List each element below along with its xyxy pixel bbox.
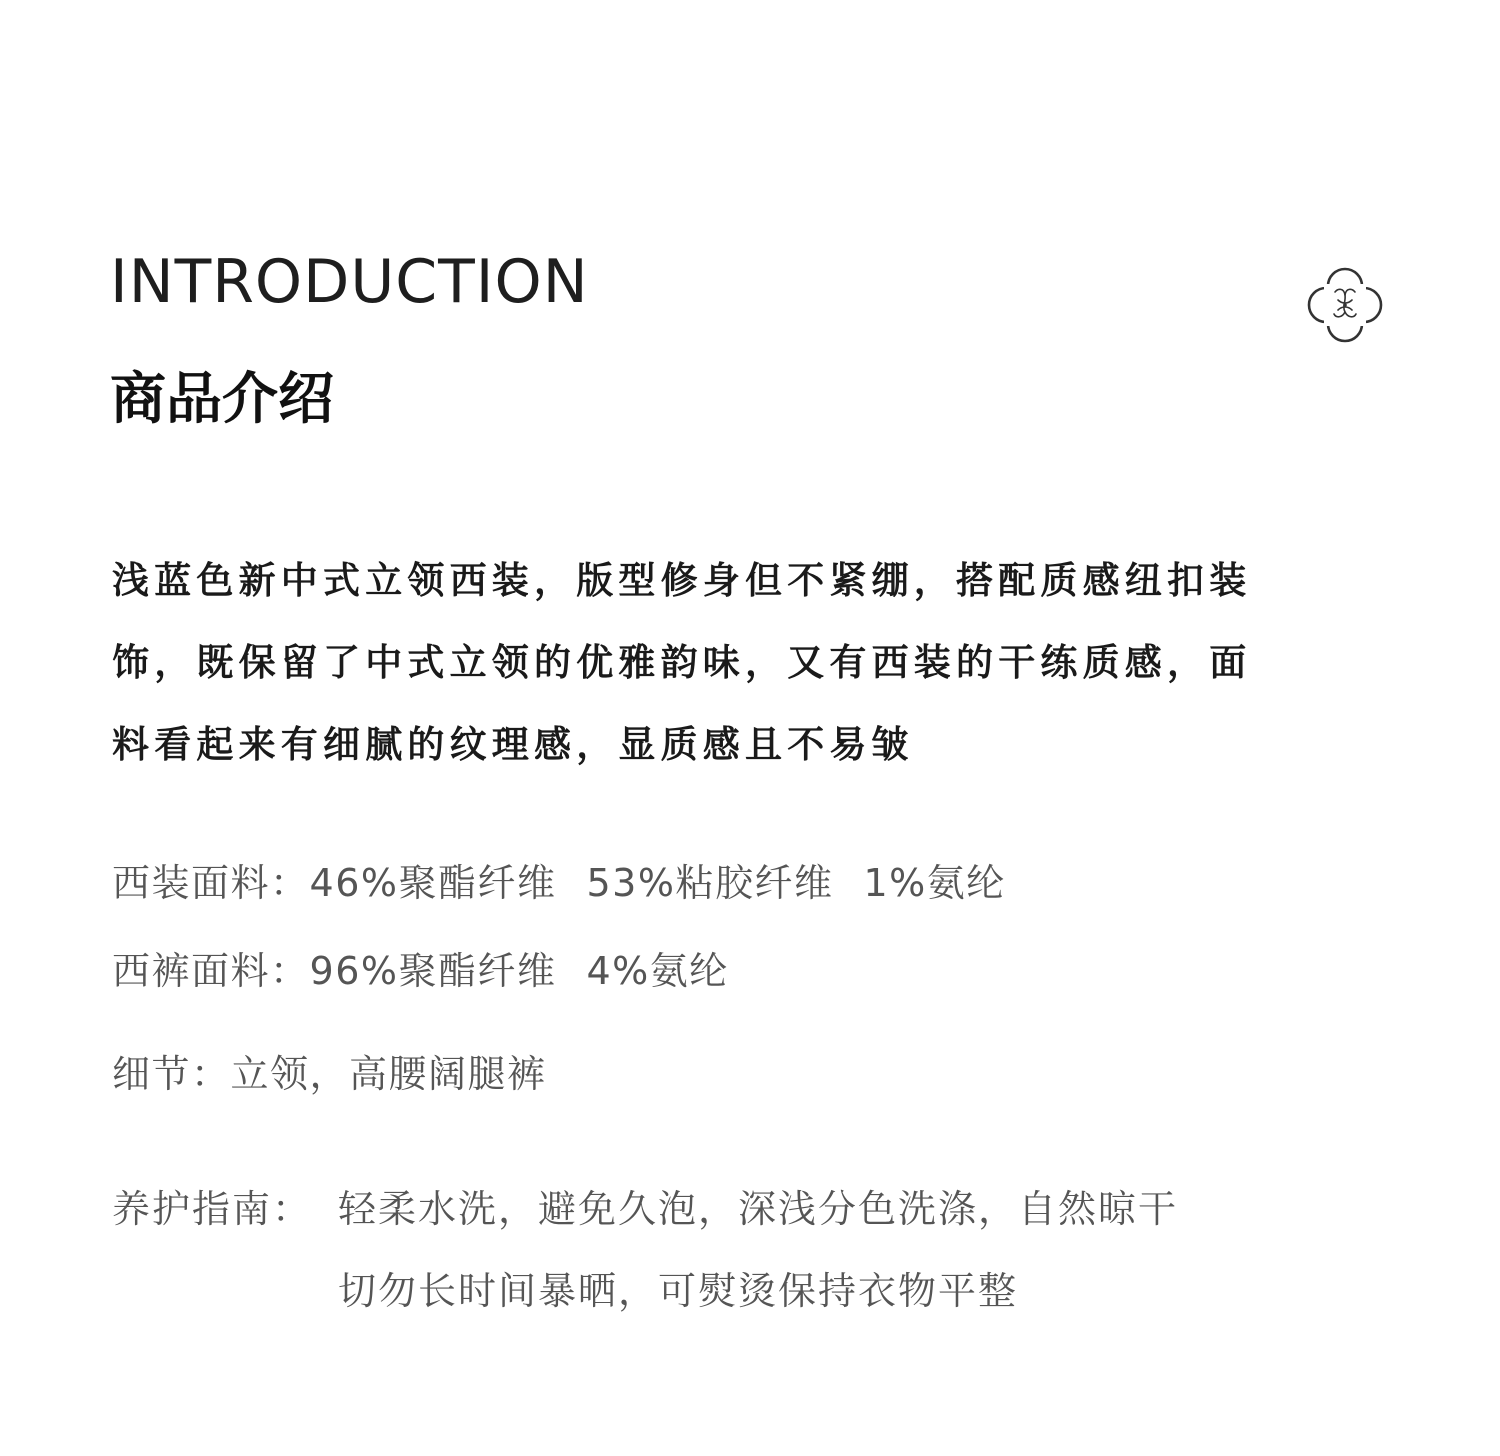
description-line: 饰，既保留了中式立领的优雅韵味，又有西装的干练质感，面 <box>112 641 1252 684</box>
suit-fabric-part: 46%聚酯纤维 <box>309 861 557 905</box>
product-description <box>112 540 1392 786</box>
pants-fabric-label: 西裤面料： <box>112 949 310 993</box>
description-line: 浅蓝色新中式立领西装，版型修身但不紧绷，搭配质感纽扣装 <box>112 559 1252 602</box>
details-spec <box>112 1052 547 1096</box>
page-title-english: INTRODUCTION <box>110 247 589 317</box>
pants-fabric-spec <box>112 949 729 993</box>
care-guide <box>112 1168 1178 1332</box>
care-guide-line: 轻柔水洗，避免久泡，深浅分色洗涤，自然晾干 <box>338 1187 1179 1231</box>
suit-fabric-part: 53%粘胶纤维 <box>586 861 834 905</box>
page-title-chinese: 商品介绍 <box>110 367 334 432</box>
quatrefoil-knot-logo-icon <box>1302 262 1388 348</box>
suit-fabric-part: 1%氨纶 <box>863 861 1006 905</box>
details-label: 细节： <box>112 1052 231 1096</box>
care-guide-line: 切勿长时间暴晒，可熨烫保持衣物平整 <box>338 1269 1019 1313</box>
details-value: 立领，高腰阔腿裤 <box>230 1052 547 1096</box>
pants-fabric-part: 96%聚酯纤维 <box>309 949 557 993</box>
pants-fabric-part: 4%氨纶 <box>586 949 729 993</box>
description-line: 料看起来有细腻的纹理感，显质感且不易皱 <box>112 723 914 766</box>
suit-fabric-label: 西装面料： <box>112 861 310 905</box>
care-guide-label: 养护指南： <box>112 1187 313 1231</box>
suit-fabric-spec <box>112 861 1006 905</box>
